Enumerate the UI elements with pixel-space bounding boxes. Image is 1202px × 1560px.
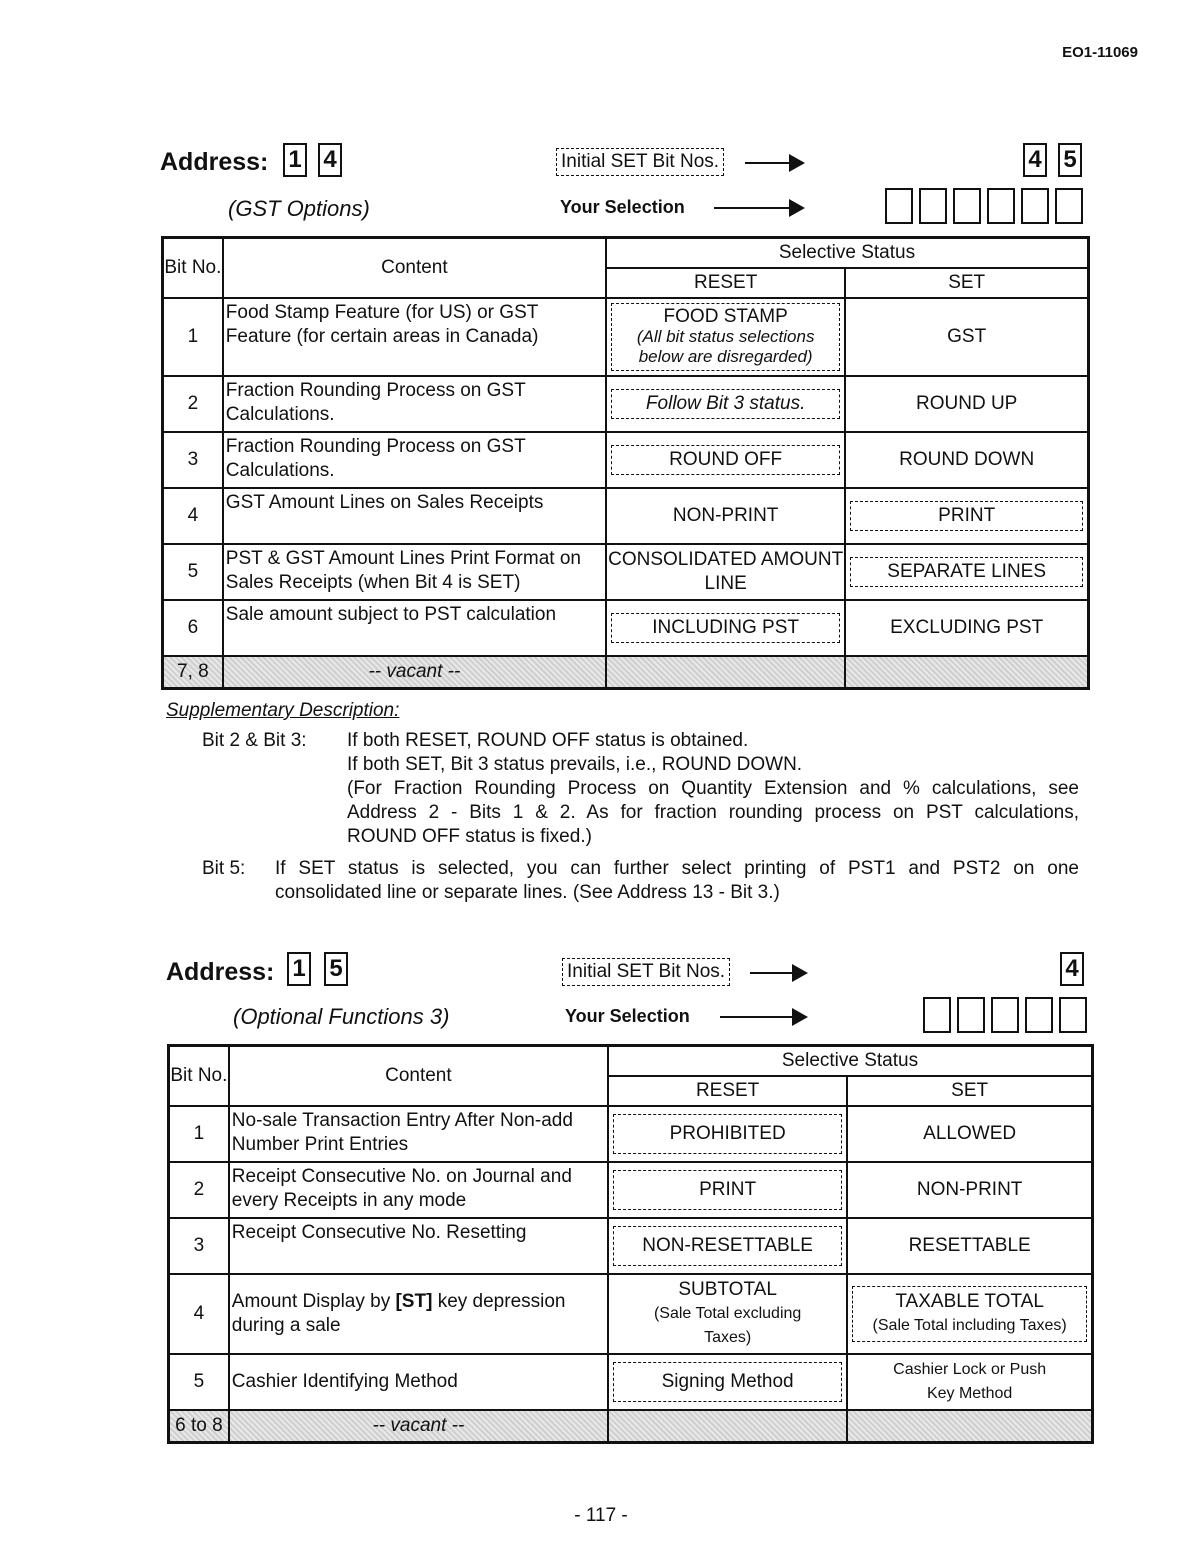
reset-label: Follow Bit 3 status.	[611, 389, 840, 419]
row-content: Fraction Rounding Process on GST Calculations.	[223, 376, 606, 432]
set-status: EXCLUDING PST	[845, 600, 1088, 656]
selection-box[interactable]	[953, 188, 981, 224]
address-digit: 1	[283, 143, 307, 177]
set-status: NON-PRINT	[847, 1162, 1092, 1218]
set-status	[847, 1274, 1092, 1354]
reset-status	[608, 1218, 847, 1274]
set-status	[845, 488, 1088, 544]
bit-number: 4	[163, 488, 223, 544]
reset-label: Signing Method	[613, 1362, 842, 1402]
reset-status: CONSOLIDATED AMOUNT LINE	[606, 544, 845, 600]
row-content: Sale amount subject to PST calculation	[223, 600, 606, 656]
set-status: ALLOWED	[847, 1106, 1092, 1162]
table-row	[169, 1218, 1093, 1274]
set-status: ROUND DOWN	[845, 432, 1088, 488]
address-digit: 5	[324, 952, 348, 986]
arrow-icon	[720, 1016, 806, 1018]
set-header: SET	[847, 1076, 1092, 1106]
reset-status	[606, 432, 845, 488]
arrow-icon	[745, 162, 803, 164]
table-row	[169, 1354, 1093, 1410]
bit-number: 1	[163, 298, 223, 376]
description-line: (For Fraction Rounding Process on Quantity Extension and % calculations, see	[347, 778, 1079, 799]
bit23-description	[347, 729, 1079, 849]
row-content: Cashier Identifying Method	[229, 1354, 608, 1410]
address-label: Address:	[166, 958, 275, 986]
bit5-label: Bit 5:	[202, 858, 246, 879]
row-content: Food Stamp Feature (for US) or GST Feature (for certain areas in Canada)	[223, 298, 606, 376]
reset-status	[606, 376, 845, 432]
content-text: Amount Display by	[231, 1291, 396, 1312]
row-content: GST Amount Lines on Sales Receipts	[223, 488, 606, 544]
table-row	[169, 1162, 1093, 1218]
reset-label: SUBTOTAL	[678, 1279, 777, 1300]
reset-header: RESET	[608, 1076, 847, 1106]
bit-no-header: Bit No.	[169, 1046, 229, 1107]
reset-status: NON-PRINT	[606, 488, 845, 544]
set-status: GST	[845, 298, 1088, 376]
document-id: EO1-11069	[1062, 44, 1138, 61]
set-status: RESETTABLE	[847, 1218, 1092, 1274]
selection-box[interactable]	[1025, 997, 1053, 1033]
supplementary-title: Supplementary Description:	[166, 700, 400, 721]
reset-note: (Sale Total excluding Taxes)	[653, 1305, 802, 1346]
vacant-label: -- vacant --	[229, 1410, 608, 1443]
bit-number: 2	[163, 376, 223, 432]
table-row	[169, 1106, 1093, 1162]
vacant-bits: 6 to 8	[169, 1410, 229, 1443]
selection-box[interactable]	[919, 188, 947, 224]
page-number: - 117 -	[574, 1505, 628, 1526]
reset-status	[608, 1106, 847, 1162]
vacant-row	[163, 656, 1089, 689]
bit-number: 5	[169, 1354, 229, 1410]
reset-note: (All bit status selections below are disregarded)	[636, 327, 815, 366]
set-status	[845, 544, 1088, 600]
section-title: (Optional Functions 3)	[233, 1004, 450, 1029]
table-row	[163, 432, 1089, 488]
selection-box[interactable]	[1055, 188, 1083, 224]
reset-label: INCLUDING PST	[611, 613, 840, 643]
set-note: (Sale Total including Taxes)	[872, 1317, 1067, 1334]
bit-number: 3	[169, 1218, 229, 1274]
table-row	[163, 298, 1089, 376]
your-selection-label: Your Selection	[560, 197, 685, 217]
description-line: Address 2 - Bits 1 & 2. As for fraction rounding process on PST calculations,	[347, 802, 1079, 823]
bit23-label: Bit 2 & Bit 3:	[202, 730, 307, 751]
description-line: consolidated line or separate lines. (See Address 13 - Bit 3.)	[275, 882, 780, 903]
content-text: key depression during a sale	[231, 1291, 566, 1336]
initial-set-bit: 4	[1023, 143, 1047, 177]
st-key-label: [ST]	[395, 1291, 433, 1312]
selection-box[interactable]	[885, 188, 913, 224]
row-content: No-sale Transaction Entry After Non-add Number Print Entries	[229, 1106, 608, 1162]
reset-label: ROUND OFF	[611, 445, 840, 475]
reset-status	[608, 1354, 847, 1410]
set-status: Cashier Lock or Push Key Method	[847, 1354, 1092, 1410]
bit-number: 3	[163, 432, 223, 488]
initial-set-label: Initial SET Bit Nos.	[562, 958, 730, 986]
section-title: (GST Options)	[228, 196, 370, 221]
address-label: Address:	[160, 148, 269, 176]
selection-box[interactable]	[987, 188, 1015, 224]
reset-label: PRINT	[613, 1170, 842, 1210]
bit-number: 2	[169, 1162, 229, 1218]
reset-label: PROHIBITED	[613, 1114, 842, 1154]
bit-number: 4	[169, 1274, 229, 1354]
set-status: ROUND UP	[845, 376, 1088, 432]
table-row	[169, 1274, 1093, 1354]
description-line: If both RESET, ROUND OFF status is obtained.	[347, 730, 749, 751]
content-header: Content	[223, 238, 606, 299]
set-label: SEPARATE LINES	[850, 557, 1083, 587]
bit-number: 6	[163, 600, 223, 656]
description-line: If both SET, Bit 3 status prevails, i.e., ROUND DOWN.	[347, 754, 803, 775]
selection-box[interactable]	[957, 997, 985, 1033]
initial-set-label: Initial SET Bit Nos.	[556, 148, 724, 176]
reset-status	[608, 1274, 847, 1354]
selective-status-header: Selective Status	[606, 238, 1089, 269]
arrow-icon	[750, 972, 806, 974]
reset-header: RESET	[606, 268, 845, 298]
row-content: Fraction Rounding Process on GST Calculations.	[223, 432, 606, 488]
selection-box[interactable]	[1059, 997, 1087, 1033]
reset-label: NON-RESETTABLE	[613, 1226, 842, 1266]
row-content: Receipt Consecutive No. Resetting	[229, 1218, 608, 1274]
table-row	[163, 488, 1089, 544]
bit-no-header: Bit No.	[163, 238, 223, 299]
reset-status	[606, 298, 845, 376]
optional-functions-table	[167, 1044, 1094, 1444]
vacant-row	[169, 1410, 1093, 1443]
bit-number: 1	[169, 1106, 229, 1162]
selection-box[interactable]	[923, 997, 951, 1033]
reset-status	[608, 1162, 847, 1218]
content-header: Content	[229, 1046, 608, 1107]
bit-number: 5	[163, 544, 223, 600]
gst-options-table	[161, 236, 1090, 690]
table-row	[163, 544, 1089, 600]
selective-status-header: Selective Status	[608, 1046, 1093, 1077]
table-row	[163, 600, 1089, 656]
address-digit: 4	[318, 143, 342, 177]
row-content: Receipt Consecutive No. on Journal and every Receipts in any mode	[229, 1162, 608, 1218]
arrow-icon	[714, 207, 803, 209]
description-line: ROUND OFF status is fixed.)	[347, 826, 592, 847]
set-header: SET	[845, 268, 1088, 298]
initial-set-bit: 5	[1058, 143, 1082, 177]
set-label: TAXABLE TOTAL	[895, 1291, 1044, 1312]
initial-set-bit: 4	[1060, 952, 1084, 986]
address-digit: 1	[287, 952, 311, 986]
selection-box[interactable]	[991, 997, 1019, 1033]
set-label: PRINT	[850, 501, 1083, 531]
selection-box[interactable]	[1021, 188, 1049, 224]
reset-label: FOOD STAMP	[663, 306, 788, 327]
vacant-label: -- vacant --	[223, 656, 606, 689]
vacant-bits: 7, 8	[163, 656, 223, 689]
bit5-description	[275, 857, 1079, 905]
description-line: If SET status is selected, you can further select printing of PST1 and PST2 on one	[275, 858, 1079, 879]
reset-status	[606, 600, 845, 656]
row-content: PST & GST Amount Lines Print Format on Sales Receipts (when Bit 4 is SET)	[223, 544, 606, 600]
row-content	[229, 1274, 608, 1354]
table-row	[163, 376, 1089, 432]
your-selection-label: Your Selection	[565, 1006, 690, 1026]
